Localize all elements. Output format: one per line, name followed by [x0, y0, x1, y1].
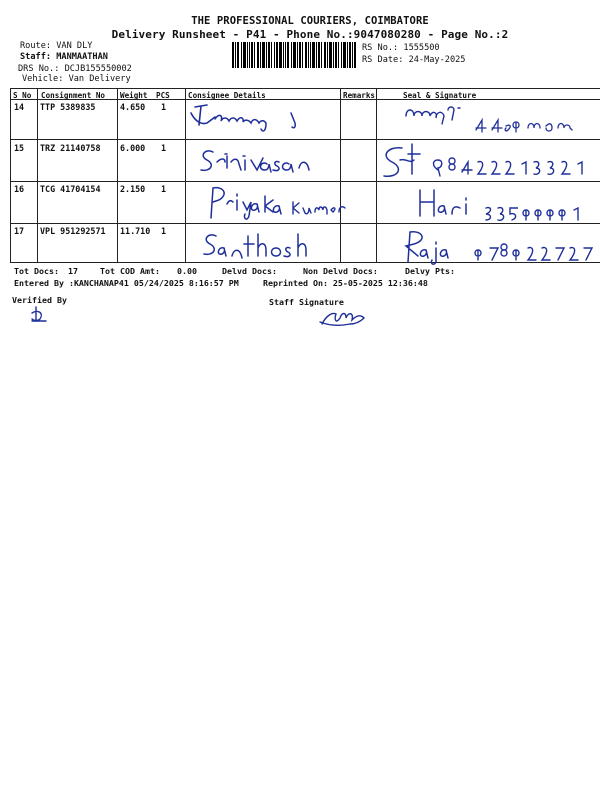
tot-docs-value: 17 [68, 266, 78, 276]
col-header-seal: Seal & Signature [403, 91, 477, 100]
barcode-image [232, 42, 356, 68]
drs-number: DRS No.: DCJB155550002 [18, 64, 132, 74]
row-pcs: 1 [161, 184, 167, 194]
row-pcs: 1 [161, 102, 167, 112]
row-weight: 6.000 [120, 143, 146, 153]
delvd-docs-label: Delvd Docs: [222, 266, 277, 276]
col-header-weight: Weight [120, 91, 148, 100]
rs-number: RS No.: 1555500 [362, 43, 440, 53]
reprinted-on: Reprinted On: 25-05-2025 12:36:48 [263, 278, 428, 288]
row-sno: 16 [14, 184, 25, 194]
col-header-consignment: Consignment No [41, 91, 106, 100]
row-sno: 17 [14, 226, 25, 236]
handwritten-consignee-priyaka-kumar [205, 184, 355, 224]
runsheet-title: Delivery Runsheet - P41 - Phone No.:9047080280 - Page No.:2 [111, 28, 509, 41]
tot-cod-label: Tot COD Amt: [100, 266, 160, 276]
handwritten-signature-row-14 [400, 98, 600, 140]
staff-signature-mark [318, 306, 382, 330]
totals-line [14, 266, 484, 277]
col-header-pcs: PCS [156, 91, 170, 100]
row-weight: 11.710 [120, 226, 151, 236]
tot-cod-value: 0.00 [177, 266, 197, 276]
delvy-pts-label: Delvy Pts: [405, 266, 455, 276]
staff-signature-label: Staff Signature [269, 297, 344, 307]
staff-label: Staff: MANMAATHAN [20, 52, 108, 62]
entered-by: Entered By :KANCHANAP41 05/24/2025 8:16:57 PM [14, 278, 239, 288]
rs-date: RS Date: 24-May-2025 [362, 55, 466, 65]
col-header-sno: S No [13, 91, 32, 100]
col-header-remarks: Remarks [343, 91, 376, 100]
tot-docs-label: Tot Docs: [14, 266, 59, 276]
handwritten-consignee-santhosh [198, 228, 338, 262]
row-consignment: TRZ 21140758 [40, 143, 101, 153]
handwritten-signature-row-17 [396, 226, 600, 266]
row-consignment: VPL 951292571 [40, 226, 106, 236]
row-consignment: TCG 41704154 [40, 184, 101, 194]
company-title: THE PROFESSIONAL COURIERS, COIMBATORE [191, 15, 429, 27]
handwritten-consignee-kanagaraj [185, 99, 335, 135]
handwritten-consignee-srinivasan [195, 142, 345, 178]
col-header-consignee: Consignee Details [188, 91, 266, 100]
entered-line [14, 278, 494, 289]
handwritten-signature-row-16 [410, 186, 600, 226]
verified-by-signature [28, 305, 52, 325]
row-sno: 15 [14, 143, 25, 153]
row-pcs: 1 [161, 143, 167, 153]
non-delvd-docs-label: Non Delvd Docs: [303, 266, 378, 276]
handwritten-signature-row-15 [378, 140, 598, 184]
row-consignment: TTP 5389835 [40, 102, 96, 112]
row-sno: 14 [14, 102, 25, 112]
row-weight: 2.150 [120, 184, 146, 194]
verified-by-label: Verified By [12, 295, 67, 305]
route-label: Route: VAN DLY [20, 41, 93, 51]
vehicle-label: Vehicle: Van Delivery [22, 74, 131, 84]
row-weight: 4.650 [120, 102, 146, 112]
row-pcs: 1 [161, 226, 167, 236]
